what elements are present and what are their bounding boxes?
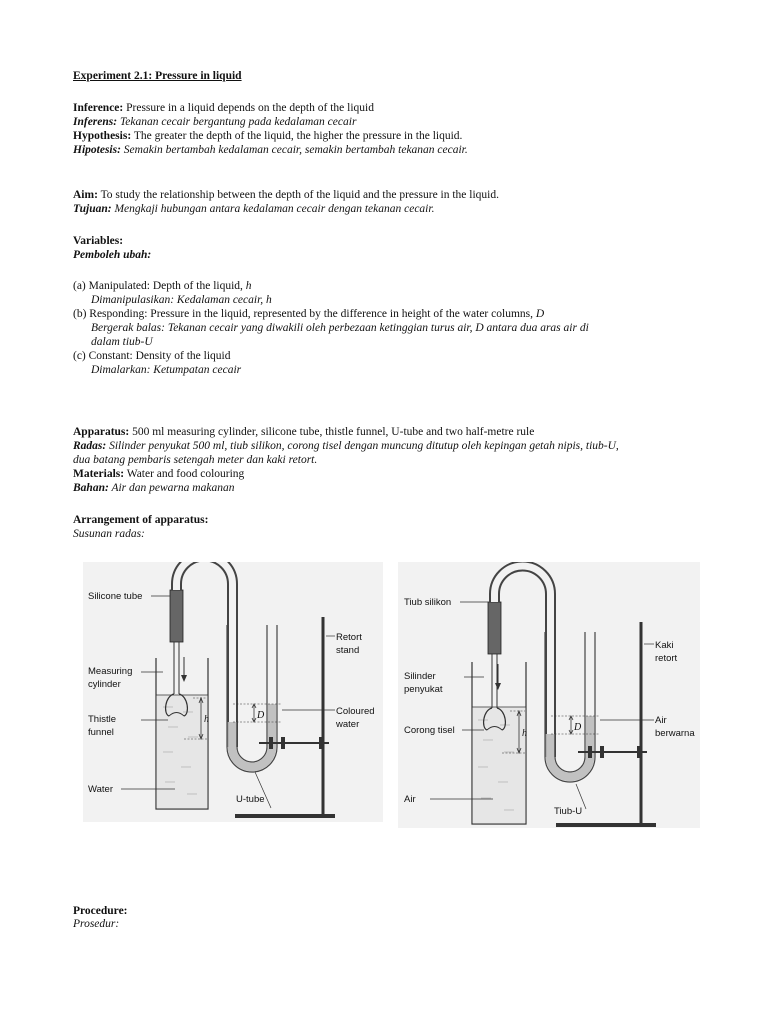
arrangement-heading: Arrangement of apparatus: [73, 514, 209, 526]
label-h: h [204, 714, 209, 725]
label-tiub-silikon: Tiub silikon [404, 597, 452, 608]
u-tube-inner-icon [237, 625, 267, 762]
label-kaki-retort-1: Kaki [655, 640, 674, 651]
label-air: Air [404, 794, 416, 805]
tujuan-line [73, 202, 434, 216]
inferens-label: Inferens: [73, 116, 118, 128]
bahan-line [73, 481, 234, 495]
arrow-head-icon [495, 683, 501, 690]
tujuan-label: Tujuan: [73, 203, 112, 215]
label-retort-stand-2: stand [336, 645, 360, 656]
bahan-label: Bahan: [73, 482, 109, 494]
water-fill-icon [473, 707, 526, 823]
bahan-text: Air dan pewarna makanan [108, 482, 235, 494]
hipotesis-text: Semakin bertambah kedalaman cecair, semakin bertambah tekanan cecair. [120, 144, 468, 156]
variables-heading: Variables: [73, 235, 124, 247]
hipotesis-label: Hipotesis: [73, 144, 121, 156]
label-air-berwarna-2: berwarna [655, 728, 695, 739]
label-silicone-tube: Silicone tube [88, 591, 143, 602]
manipulated-variable [73, 279, 252, 293]
silicone-tube-icon [170, 590, 183, 642]
label-coloured-water-1: Coloured [336, 706, 375, 717]
label-thistle-funnel-2: funnel [88, 727, 114, 738]
silicone-tube-icon [488, 602, 501, 654]
label-thistle-funnel-1: Thistle [88, 714, 116, 725]
retort-base-icon [556, 823, 656, 827]
retort-base-icon [235, 814, 335, 818]
apparatus-diagram-english [83, 562, 383, 822]
apparatus-diagram-english-svg [83, 562, 383, 822]
label-silinder-penyukat-1: Silinder [404, 671, 436, 682]
inferens-line [73, 115, 356, 129]
label-d: D [257, 710, 265, 721]
materials-label: Materials: [73, 468, 125, 480]
inferens-text: Tekanan cecair bergantung pada kedalaman cecair [117, 116, 357, 128]
arrangement-heading-ms: Susunan radas: [73, 528, 145, 540]
apparatus-line [73, 425, 534, 439]
label-water: Water [88, 784, 113, 795]
radas-label: Radas: [73, 440, 107, 452]
label-corong-tisel: Corong tisel [404, 725, 455, 736]
label-u-tube: U-tube [236, 794, 265, 805]
manipulated-text: (a) Manipulated: Depth of the liquid, [73, 280, 246, 292]
experiment-title: Experiment 2.1: Pressure in liquid [73, 70, 242, 82]
arrow-head-icon [181, 675, 187, 682]
radas-line [73, 439, 619, 453]
label-d: D [574, 722, 582, 733]
variables-heading-ms: Pemboleh ubah: [73, 249, 152, 261]
manipulated-symbol: h [245, 280, 252, 292]
materials-text: Water and food colouring [124, 468, 245, 480]
responding-variable-ms-1: Bergerak balas: Tekanan cecair yang diwakili oleh perbezaan ketinggian turus air, D antara dua aras air di [91, 322, 589, 334]
apparatus-text: 500 ml measuring cylinder, silicone tube, thistle funnel, U-tube and two half-metre rule [129, 426, 535, 438]
apparatus-diagram-malay [398, 562, 700, 828]
hipotesis-line [73, 143, 468, 157]
label-silinder-penyukat-2: penyukat [404, 684, 443, 695]
label-tiub-u: Tiub-U [554, 806, 583, 817]
constant-variable-ms: Dimalarkan: Ketumpatan cecair [91, 364, 242, 376]
aim-label: Aim: [73, 189, 98, 201]
manipulated-variable-ms: Dimanipulasikan: Kedalaman cecair, h [91, 294, 272, 306]
procedure-heading-ms: Prosedur: [73, 918, 120, 930]
responding-variable [73, 307, 544, 321]
tujuan-text: Mengkaji hubungan antara kedalaman cecair dengan tekanan cecair. [111, 203, 435, 215]
label-h: h [522, 728, 527, 739]
leader-lines-icon [430, 602, 654, 809]
procedure-heading: Procedure: [73, 905, 128, 917]
label-measuring-cylinder-2: cylinder [88, 679, 121, 690]
hypothesis-line [73, 129, 462, 143]
apparatus-diagram-malay-svg [398, 562, 700, 828]
constant-variable: (c) Constant: Density of the liquid [73, 350, 231, 362]
label-air-berwarna-1: Air [655, 715, 667, 726]
materials-line [73, 467, 244, 481]
label-retort-stand-1: Retort [336, 632, 362, 643]
label-measuring-cylinder-1: Measuring [88, 666, 133, 677]
label-coloured-water-2: water [336, 719, 360, 730]
responding-variable-ms-2: dalam tiub-U [91, 336, 153, 348]
inference-label: Inference: [73, 102, 124, 114]
hypothesis-label: Hypothesis: [73, 130, 132, 142]
inference-line [73, 101, 374, 115]
label-kaki-retort-2: retort [655, 653, 678, 664]
aim-line [73, 188, 499, 202]
hypothesis-text: The greater the depth of the liquid, the higher the pressure in the liquid. [131, 130, 463, 142]
water-fill-icon [157, 695, 208, 808]
responding-symbol: D [535, 308, 545, 320]
responding-text: (b) Responding: Pressure in the liquid, represented by the difference in height of the water columns, [73, 308, 536, 320]
inference-text: Pressure in a liquid depends on the depth of the liquid [123, 102, 374, 114]
aim-text: To study the relationship between the depth of the liquid and the pressure in the liquid. [97, 189, 500, 201]
radas-line-2: dua batang pembaris setengah meter dan kaki retort. [73, 454, 318, 466]
radas-text-1: Silinder penyukat 500 ml, tiub silikon, corong tisel dengan muncung ditutup oleh kepingan getah nipis, tiub-U, [106, 440, 619, 452]
apparatus-label: Apparatus: [73, 426, 130, 438]
